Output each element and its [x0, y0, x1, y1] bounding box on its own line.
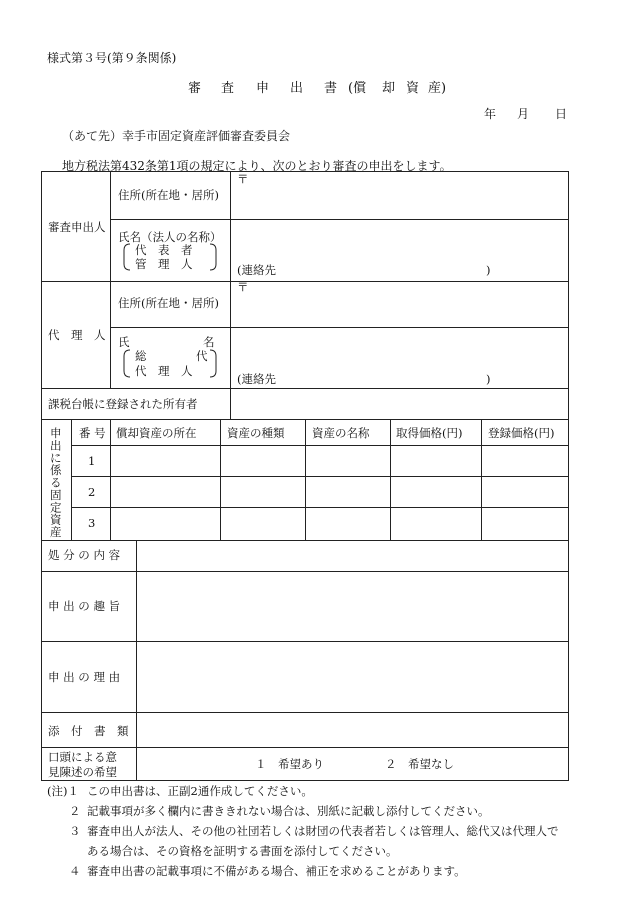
note-item-1: [47, 781, 607, 801]
oral-option-yes[interactable]: １ 希望あり: [255, 757, 324, 771]
applicant-bracket-left: [124, 244, 130, 270]
agent-postal-mark: 〒: [237, 280, 249, 294]
agent-name-label-right: 名: [203, 335, 215, 349]
agent-section-label: 代 理 人: [48, 328, 106, 342]
note-num-4: ４: [69, 864, 81, 878]
assets-side-label-char: 申: [50, 426, 62, 440]
applicant-rep-line2: 管 理 人: [135, 257, 193, 271]
date-month: 月: [517, 107, 530, 121]
agent-rep-line2: 代 理 人: [135, 364, 193, 378]
col-location: 償却資産の所在: [116, 426, 197, 440]
note-text-2: 記載事項が多く欄内に書ききれない場合は、別紙に記載し添付してください。: [87, 804, 490, 818]
col-registered-price: 登録価格(円): [488, 426, 555, 440]
row-number-1: 1: [88, 454, 96, 468]
agent-rep-line1-right: 代: [196, 349, 208, 363]
note-text-4: 審査申出書の記載事項に不備がある場合、補正を求めることがあります。: [87, 864, 466, 878]
col-asset-type: 資産の種類: [227, 426, 285, 440]
title-char-2: 査: [221, 81, 235, 96]
title-suffix-1: (償: [348, 81, 367, 96]
agent-bracket-right: [210, 350, 216, 377]
applicant-bracket-right: [210, 244, 216, 270]
agent-bracket-left: [124, 350, 130, 377]
assets-side-label-char: 資: [50, 512, 62, 527]
notes: [47, 781, 607, 881]
title-suffix-3: 資: [406, 81, 420, 96]
attachments-label: 添 付 書 類: [48, 724, 129, 738]
title-char-3: 申: [256, 81, 270, 96]
title-suffix-4: 産): [428, 81, 447, 96]
assets-side-label-char: 固: [50, 487, 62, 502]
owner-label: 課税台帳に登録された所有者: [48, 397, 198, 411]
assets-side-label-char: る: [50, 475, 62, 490]
note-num-2: ２: [69, 804, 81, 818]
title-suffix-2: 却: [382, 81, 396, 96]
note-item-3: [47, 821, 607, 841]
note-text-1: この申出書は、正副2通作成してください。: [87, 784, 313, 798]
assets-side-label-char: 産: [50, 525, 62, 539]
reason-label: 申 出 の 理 由: [48, 670, 121, 684]
note-text-3: 審査申出人が法人、その他の社団若しくは財団の代表者若しくは管理人、総代又は代理人で: [87, 824, 559, 838]
note-item-3-cont: [47, 841, 607, 861]
note-text-3-cont: ある場合は、その資格を証明する書面を添付してください。: [87, 844, 398, 858]
applicant-contact-close: ): [486, 263, 491, 277]
agent-rep-line1-left: 総: [135, 349, 147, 363]
row-number-3: 3: [88, 516, 96, 530]
agent-contact-label: (連絡先: [237, 372, 276, 386]
note-item-2: [47, 801, 607, 821]
row-number-2: 2: [88, 485, 96, 499]
form-number: 様式第３号(第９条関係): [47, 51, 177, 65]
addressee: （あて先）幸手市固定資産評価審査委員会: [62, 129, 291, 143]
oral-label-line1: 口頭による意: [48, 750, 117, 764]
disposition-label: 処 分 の 内 容: [48, 548, 121, 562]
purpose-label: 申 出 の 趣 旨: [48, 599, 121, 613]
applicant-postal-mark: 〒: [237, 172, 249, 186]
col-asset-name: 資産の名称: [312, 426, 370, 440]
note-num-3: ３: [69, 824, 81, 838]
title-char-1: 審: [188, 81, 202, 96]
assets-side-label: [50, 426, 62, 539]
intro-text: 地方税法第432条第1項の規定により、次のとおり審査の申出をします。: [62, 159, 452, 173]
assets-side-label-char: 出: [50, 438, 62, 453]
notes-label: (注)１: [47, 784, 79, 798]
applicant-contact-label: (連絡先: [237, 263, 276, 277]
assets-side-label-char: 係: [50, 463, 62, 478]
oral-option-no[interactable]: ２ 希望なし: [385, 757, 454, 771]
note-item-4: [47, 861, 607, 881]
applicant-rep-line1: 代 表 者: [135, 243, 193, 257]
date-year: 年: [484, 107, 497, 121]
assets-side-label-char: 定: [50, 500, 62, 515]
agent-address-label: 住所(所在地・居所): [118, 296, 219, 310]
agent-contact-close: ): [486, 372, 491, 386]
col-acquisition-price: 取得価格(円): [396, 426, 463, 440]
title-char-5: 書: [324, 81, 338, 96]
oral-label-line2: 見陳述の希望: [48, 765, 117, 779]
applicant-address-label: 住所(所在地・居所): [118, 188, 219, 202]
applicant-section-label: 審査申出人: [48, 220, 106, 234]
applicant-name-label: 氏名（法人の名称）: [118, 230, 222, 244]
agent-name-label-left: 氏: [118, 335, 130, 349]
title-char-4: 出: [290, 81, 304, 96]
date-day: 日: [555, 107, 568, 121]
col-number: 番 号: [79, 426, 106, 440]
assets-side-label-char: に: [50, 450, 62, 465]
